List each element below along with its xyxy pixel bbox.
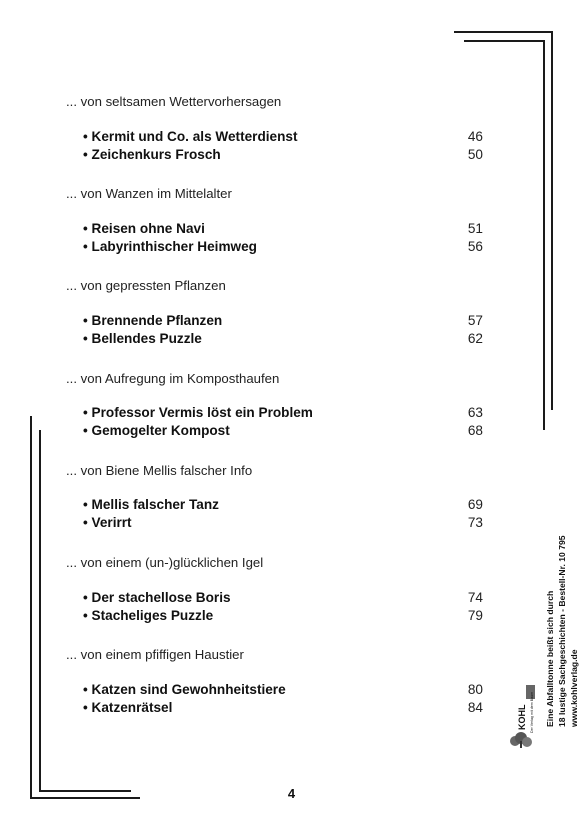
frame-top-right-line-outer xyxy=(454,31,553,33)
frame-left-vertical-inner xyxy=(39,430,41,792)
sidebar-title: Eine Abfalltonne beißt sich durch xyxy=(545,590,555,727)
toc-entry-page-number: 73 xyxy=(467,515,483,531)
sidebar-website: www.kohlverlag.de xyxy=(569,649,579,727)
toc-entry xyxy=(83,608,483,623)
toc-entry-page-number: 63 xyxy=(467,405,483,421)
toc-entry xyxy=(83,515,483,530)
toc-entry-title: • Der stachellose Boris xyxy=(83,589,231,605)
toc-entry-page-number: 62 xyxy=(467,330,483,346)
toc-entry-page-number: 51 xyxy=(467,220,483,236)
toc-entry xyxy=(83,221,483,236)
toc-entry-title: • Zeichenkurs Frosch xyxy=(83,146,221,162)
section-heading: ... von einem (un-)glücklichen Igel xyxy=(66,555,264,570)
toc-entry-page-number: 57 xyxy=(467,312,483,328)
toc-entry-title: • Katzenrätsel xyxy=(83,699,173,715)
toc-entry xyxy=(83,700,483,715)
toc-entry-title: • Kermit und Co. als Wetterdienst xyxy=(83,128,298,144)
toc-entry-title: • Professor Vermis löst ein Problem xyxy=(83,405,313,421)
toc-entry-title: • Stacheliges Puzzle xyxy=(83,607,214,623)
toc-entry xyxy=(83,405,483,420)
toc-entry-title: • Reisen ohne Navi xyxy=(83,220,205,236)
toc-entry xyxy=(83,147,483,162)
toc-entry-title: • Bellendes Puzzle xyxy=(83,330,202,346)
toc-entry-page-number: 84 xyxy=(467,699,483,715)
toc-entry-title: • Labyrinthischer Heimweg xyxy=(83,238,257,254)
frame-left-vertical-outer xyxy=(30,416,32,799)
toc-entry-page-number: 80 xyxy=(467,681,483,697)
logo-brand-text: KOHL xyxy=(517,704,527,730)
sidebar-text xyxy=(544,535,580,727)
section-heading: ... von Aufregung im Komposthaufen xyxy=(66,370,280,386)
section-heading: ... von seltsamen Wettervorhersagen xyxy=(66,94,282,109)
toc-entry-page-number: 69 xyxy=(467,497,483,513)
toc-entry-title: • Katzen sind Gewohnheitstiere xyxy=(83,681,286,697)
toc-entry xyxy=(83,239,483,254)
toc-entry-title: • Verirrt xyxy=(83,515,132,531)
kohl-verlag-logo xyxy=(507,683,535,749)
toc-entry-page-number: 46 xyxy=(467,128,483,144)
toc-entry-page-number: 79 xyxy=(467,607,483,623)
toc-entry-page-number: 74 xyxy=(467,589,483,605)
sidebar-subtitle-order-number: 18 lustige Sachgeschichten - Bestell-Nr. 10 795 xyxy=(557,535,567,727)
toc-entry xyxy=(83,331,483,346)
frame-right-vertical-inner xyxy=(543,40,545,430)
toc-entry xyxy=(83,423,483,438)
section-heading: ... von Biene Mellis falscher Info xyxy=(66,462,253,478)
logo-tagline-text: Der Verlag mit dem Baum xyxy=(530,691,534,733)
toc-entry-title: • Brennende Pflanzen xyxy=(83,312,223,328)
page-number: 4 xyxy=(287,786,296,801)
toc-entry-title: • Gemogelter Kompost xyxy=(83,423,230,439)
section-heading: ... von gepressten Pflanzen xyxy=(66,278,226,294)
toc-entry xyxy=(83,682,483,697)
frame-top-right-line-inner xyxy=(464,40,545,42)
toc-entry xyxy=(83,497,483,512)
section-heading: ... von einem pfiffigen Haustier xyxy=(66,647,244,663)
frame-right-vertical-outer xyxy=(551,31,553,410)
toc-entry-page-number: 68 xyxy=(467,423,483,439)
toc-entry xyxy=(83,590,483,605)
toc-entry-page-number: 50 xyxy=(467,146,483,162)
toc-entry-page-number: 56 xyxy=(467,238,483,254)
section-heading: ... von Wanzen im Mittelalter xyxy=(66,186,232,202)
toc-entry xyxy=(83,129,483,144)
toc-entry-title: • Mellis falscher Tanz xyxy=(83,497,219,513)
toc-entry xyxy=(83,313,483,328)
